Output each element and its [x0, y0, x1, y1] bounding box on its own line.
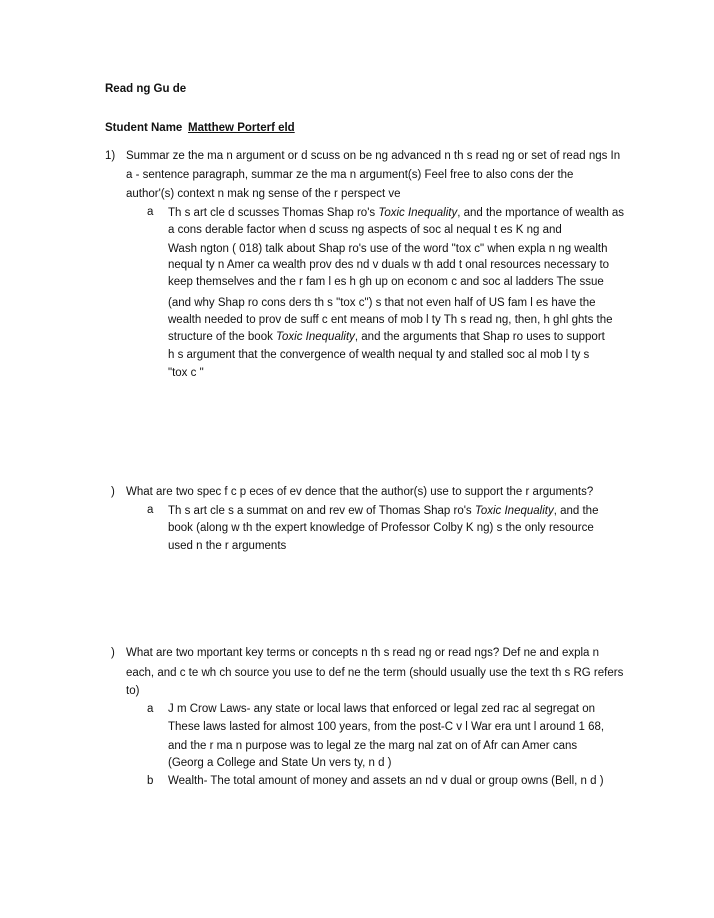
answer-2-line: Th s art cle s a summat on and rev ew of Thomas Shap ro's Toxic Inequality, and the [168, 505, 599, 517]
question-1-line: author'(s) context n mak ng sense of the r perspect ve [126, 188, 401, 200]
student-name-label: Student Name [105, 122, 183, 134]
term-b-line: Wealth- The total amount of money and assets an nd v dual or group owns (Bell, n d ) [168, 775, 604, 787]
answer-1-line: keep themselves and the r fam l es h gh up on econom c and soc al ladders The ssue [168, 276, 604, 288]
question-2-line: What are two spec f c p eces of ev dence that the author(s) use to support the r arguments? [126, 486, 594, 498]
answer-1-line: "tox c " [168, 367, 204, 379]
student-name-value: Matthew Porterf eld [188, 122, 295, 134]
answer-1-marker: a [147, 206, 154, 218]
question-2-number: ) [111, 486, 115, 498]
question-3-line: What are two mportant key terms or concepts n th s read ng or read ngs? Def ne and expla n [126, 647, 600, 659]
question-1-line: Summar ze the ma n argument or d scuss on be ng advanced n th s read ng or set of read ngs In [126, 150, 621, 162]
question-3-line: to) [126, 685, 140, 697]
term-a-line: These laws lasted for almost 100 years, from the post-C v l War era unt l around 1 68, [168, 721, 605, 733]
answer-2-line: used n the r arguments [168, 540, 287, 552]
term-a-line: and the r ma n purpose was to legal ze the marg nal zat on of Afr can Amer cans [168, 740, 578, 752]
page-title: Read ng Gu de [105, 83, 187, 95]
answer-1-line: nequal ty n Amer ca wealth prov des nd v duals w th add t onal resources necessary to [168, 259, 610, 271]
question-3-line: each, and c te wh ch source you use to def ne the term (should usually use the text th s RG refers [126, 667, 624, 679]
question-1-line: a - sentence paragraph, summar ze the ma n argument(s) Feel free to also cons der the [126, 169, 574, 181]
term-a-line: J m Crow Laws- any state or local laws that enforced or legal zed rac al segregat on [168, 703, 595, 715]
answer-1-line: h s argument that the convergence of wealth nequal ty and stalled soc al mob l ty s [168, 349, 590, 361]
term-b-marker: b [147, 775, 154, 787]
answer-1-line: a cons derable factor when d scuss ng aspects of soc al nequal t es K ng and [168, 224, 562, 236]
term-a-marker: a [147, 703, 154, 715]
answer-1-line: wealth needed to prov de suff c ent means of mob l ty Th s read ng, then, h ghl ghts the [168, 314, 613, 326]
answer-2-marker: a [147, 504, 154, 516]
answer-2-line: book (along w th the expert knowledge of Professor Colby K ng) s the only resource [168, 522, 594, 534]
answer-1-line: structure of the book Toxic Inequality, and the arguments that Shap ro uses to support [168, 331, 605, 343]
answer-1-line: Wash ngton ( 018) talk about Shap ro's use of the word "tox c" when expla n ng wealth [168, 243, 608, 255]
answer-1-line: Th s art cle d scusses Thomas Shap ro's Toxic Inequality, and the mportance of wealth as [168, 207, 625, 219]
answer-1-line: (and why Shap ro cons ders th s "tox c") s that not even half of US fam l es have the [168, 297, 596, 309]
term-a-line: (Georg a College and State Un vers ty, n d ) [168, 757, 392, 769]
question-1-number: 1) [105, 150, 116, 162]
question-3-number: ) [111, 647, 115, 659]
